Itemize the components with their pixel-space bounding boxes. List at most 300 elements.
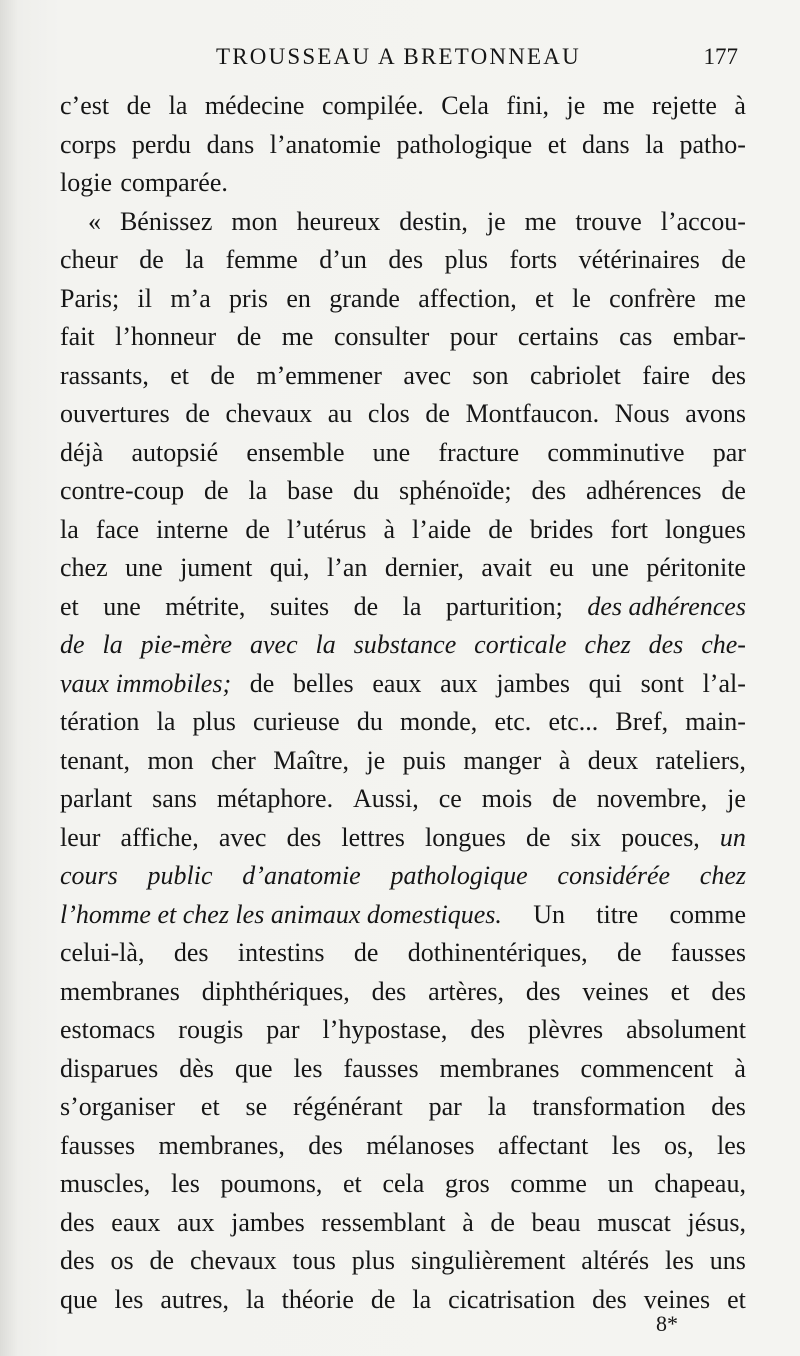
word: muscles, [60,1169,151,1198]
word: Maître, [273,745,350,775]
word: fracture [438,437,520,467]
word: avec [218,822,267,852]
word: autopsié [131,437,219,467]
word: des [308,1130,343,1160]
word: une [372,437,411,467]
word: chez [584,630,631,659]
word: ensemble [246,437,345,467]
word: pour [449,322,498,351]
word: des [711,1092,746,1121]
text-line [60,1050,746,1089]
word: absolument [626,1015,746,1044]
word: de [488,514,513,544]
word: et [547,129,567,159]
word: et [200,1092,220,1121]
word: comme [669,899,746,929]
word: lettres [341,822,405,852]
word: m’a [170,283,211,313]
word: la [185,245,205,274]
word: cheur [60,245,118,274]
word: d’un [319,245,367,274]
word: des [648,630,684,659]
word: membranes, [158,1130,285,1160]
word: ce [438,784,462,813]
word: à [462,1207,474,1237]
word: me [281,322,314,351]
word: rassants, [60,360,149,390]
word: embar- [672,322,746,351]
word: me [714,283,746,313]
word: ressemblant [321,1207,446,1237]
word: forts [509,245,558,274]
word: face [95,514,140,544]
word: qui, [269,553,310,582]
word: eu [549,553,574,582]
text-line [60,280,746,319]
word: sans [152,784,197,813]
word: de [721,476,746,505]
word: les [293,1053,323,1083]
text-line [60,434,746,473]
word: m’emmener [256,360,382,390]
word: suites [269,591,330,621]
word: par [266,1015,300,1044]
word: tération [60,707,140,736]
text-line [60,203,746,242]
word: eaux [111,1207,161,1237]
word: Cela [441,91,489,120]
word: un [719,822,746,852]
word: l’honneur [115,322,217,351]
word: affection, [418,283,517,313]
word: Paris; [60,283,120,313]
word: de [616,938,642,967]
word: des [60,1207,95,1237]
word: cours [60,861,118,890]
word: que [234,1053,273,1083]
word: les [665,1246,694,1275]
word: des [711,360,746,390]
word: fort [610,514,648,544]
word: de [149,1246,175,1275]
word: affiche, [120,822,199,852]
word: et [535,283,554,313]
word: patho- [679,129,746,159]
word: comparée. [120,168,228,197]
word: l’an [326,553,368,582]
word: corps [60,129,117,159]
word: intestins [237,938,325,967]
word: interne [156,514,229,544]
word: une [125,553,163,582]
word: des [173,938,209,967]
word: des [371,976,407,1006]
word: de [185,399,210,428]
word: pouces, [621,822,700,852]
text-line [60,626,746,665]
word: de [370,1284,396,1314]
text-line [60,703,746,742]
word: des [286,822,322,852]
word: les [114,1284,144,1314]
word: dothinentériques, [407,938,588,967]
word: gros [444,1169,490,1198]
word: me [602,91,635,120]
text-line [60,1011,746,1050]
text-line [60,1127,746,1166]
word: me [524,206,557,236]
text-line [60,1088,746,1127]
word: théorie [281,1284,354,1314]
word: uns [709,1246,746,1275]
word: titre [596,899,639,929]
word: du [356,707,383,736]
word: muscat [597,1207,671,1237]
text-line [60,1165,746,1204]
word: et [343,1169,362,1198]
word: plus [444,245,488,274]
word: de [139,245,164,274]
word: transformation [532,1092,686,1121]
word: leur [60,822,101,852]
word: mon [231,206,278,236]
word: l’homme et chez les animaux domestiques. [60,899,502,929]
word: l’aide [412,514,472,544]
word: os [110,1246,134,1275]
word: de [353,591,379,621]
word: commencent [580,1053,714,1083]
word: dans [582,129,630,159]
word: je [566,91,586,120]
text-line [60,1242,746,1281]
text-line [60,126,746,165]
word: une [591,553,629,582]
word: confrère [609,283,696,313]
word: aux [440,668,478,698]
word: vaux immobiles; [60,668,232,698]
word: il [137,283,152,313]
word: l’al- [702,668,746,698]
word: fait [60,322,95,351]
word: singulièrement [410,1246,566,1275]
word: Montfaucon. [465,399,600,428]
word: cas [619,322,653,351]
word: base [287,476,334,505]
word: ouvertures [60,399,170,428]
word: chez [699,861,746,890]
word: heureux [296,206,381,236]
word: des [711,976,746,1006]
word: pris [229,283,269,313]
word: de [245,514,270,544]
text-line [60,896,746,935]
word: contre-coup [60,476,185,505]
word: plus [351,1246,396,1275]
word: la [645,129,664,159]
word: autres, [160,1284,229,1314]
text-line [60,357,746,396]
word: aux [176,1207,215,1237]
word: en [286,283,311,313]
word: corticale [474,630,567,659]
word: brides [529,514,594,544]
text-line [60,665,746,704]
text-line [60,1204,746,1243]
word: adhérences [586,476,702,505]
word: fausses [670,938,746,967]
page-number: 177 [703,44,738,69]
word: substance [353,630,457,659]
word: diphthériques, [201,976,350,1006]
word: perdu [131,129,192,159]
word: disparues [60,1053,159,1083]
word: pie-mère [140,630,233,659]
word: sont [640,668,684,698]
word: mélanoses [366,1130,475,1160]
word: mois [481,784,533,813]
word: par [428,1092,462,1121]
word: de [490,1207,515,1237]
word: plèvres [528,1015,604,1044]
word: de [236,322,262,351]
word: Nous [614,399,670,428]
word: à [558,745,571,775]
text-line [60,973,746,1012]
word: un [607,1169,634,1198]
word: cher [211,745,256,775]
word: les [611,1130,641,1160]
word: la [248,476,268,505]
word: parturition; [445,591,563,621]
word: chez [60,553,108,582]
word: puis [402,745,446,775]
word: grande [329,283,400,313]
word: de [126,91,152,120]
word: logie [60,168,112,197]
word: os, [664,1130,694,1160]
word: compilée. [321,91,424,120]
word: des [592,1284,627,1314]
word: rejette [651,91,717,120]
word: de [721,245,746,274]
word: avec [403,360,451,390]
word: l’utérus [286,514,367,544]
word: Bénissez [119,206,213,236]
body-text [60,87,746,1319]
word: de [249,668,275,698]
word: fausses [343,1053,419,1083]
word: Aussi, [353,784,419,813]
word: de [425,399,450,428]
word: péritonite [646,553,746,582]
word: tenant, [60,745,131,775]
word: du [353,476,380,505]
word: veines [582,976,649,1006]
word: comminutive [547,437,685,467]
word: la [102,630,123,659]
word: mon [147,745,194,775]
word: jument [180,553,253,582]
text-line [60,934,746,973]
word: la [60,514,79,544]
word: « [88,206,101,236]
word: cela [382,1169,425,1198]
word: longues [425,822,506,852]
word: fausses [60,1130,136,1160]
word: dans [206,129,255,159]
word: les [170,1169,200,1198]
word: le [572,283,591,313]
word: dernier, [384,553,464,582]
word: et [60,591,79,621]
word: s’organiser [60,1092,176,1121]
word: des [388,245,424,274]
word: qui [588,668,622,698]
word: la [168,91,188,120]
word: des [60,1246,95,1275]
word: cicatrisation [448,1284,576,1314]
word: à [734,91,746,120]
word: régénérant [293,1092,403,1121]
word: membranes [439,1053,560,1083]
word: et [170,360,189,390]
word: de [210,360,235,390]
word: affectant [497,1130,589,1160]
word: clos [367,399,410,428]
word: des [470,1015,506,1044]
text-line [60,87,746,126]
word: à [383,514,395,544]
word: et [727,1284,746,1314]
word: chapeau, [654,1169,746,1198]
word: à [734,1053,746,1083]
word: curieuse [253,707,340,736]
word: Un [533,899,565,929]
word: veines [643,1284,711,1314]
word: trouve [575,206,642,236]
word: la [156,707,176,736]
word: de [353,938,379,967]
word: estomacs [60,1015,156,1044]
word: femme [225,245,298,274]
text-line [60,318,746,357]
page-header [60,40,738,74]
word: l’anatomie [269,129,381,159]
word: comme [510,1169,587,1198]
word: jésus, [687,1207,746,1237]
word: la [315,630,336,659]
word: Bref, [615,707,669,736]
word: pathologique [396,129,533,159]
word: de [526,822,551,852]
text-line [60,588,746,627]
word: se [245,1092,268,1121]
word: altérés [581,1246,650,1275]
word: son [472,360,509,390]
word: l’hypostase, [322,1015,448,1044]
word: dès [179,1053,214,1083]
word: avons [685,399,746,428]
word: d’anatomie [242,861,361,890]
word: de [60,630,85,659]
word: public [147,861,213,890]
word: des [531,476,567,505]
word: sphénoïde; [398,476,512,505]
word: plus [192,707,236,736]
word: pathologique [390,861,528,890]
word: la [245,1284,265,1314]
text-line [60,549,746,588]
word: consulter [333,322,430,351]
word: considérée [557,861,671,890]
word: jambes [496,668,570,698]
word: des adhérences [587,591,746,621]
text-line [60,857,746,896]
word: membranes [60,976,180,1006]
word: deux [587,745,639,775]
word: che- [701,630,746,659]
word: avait [481,553,532,582]
signature-mark: 8* [656,1311,678,1336]
word: des [525,976,561,1006]
word: belles [293,668,354,698]
word: de [552,784,577,813]
word: métaphore. [216,784,334,813]
word: rateliers, [655,745,746,775]
text-line [60,164,746,203]
word: fini, [506,91,549,120]
word: je [727,784,746,813]
word: vétérinaires [578,245,700,274]
word: six [570,822,601,852]
word: je [486,206,506,236]
word: chevaux [225,399,313,428]
word: que [60,1284,98,1314]
word: monde, [400,707,478,736]
word: tous [292,1246,336,1275]
word: faire [642,360,690,390]
word: c’est [60,91,110,120]
word: longues [665,514,746,544]
word: etc... [548,707,599,736]
word: certains [517,322,599,351]
word: avec [249,630,298,659]
word: de [204,476,229,505]
word: cabriolet [529,360,621,390]
text-line [60,819,746,858]
word: celui-là, [60,938,145,967]
word: eaux [372,668,422,698]
word: artères, [428,976,504,1006]
text-line [60,780,746,819]
word: médecine [204,91,305,120]
word: la [487,1092,507,1121]
word: la [412,1284,432,1314]
word: poumons, [220,1169,323,1198]
word: manger [463,745,542,775]
word: et [670,976,690,1006]
word: la [402,591,422,621]
word: etc. [494,707,532,736]
running-head: TROUSSEAU A BRETONNEAU [216,44,581,69]
word: je [366,745,386,775]
word: métrite, [165,591,246,621]
word: parlant [60,784,133,813]
word: chevaux [189,1246,277,1275]
word: jambes [231,1207,305,1237]
text-line [60,395,746,434]
word: au [327,399,353,428]
